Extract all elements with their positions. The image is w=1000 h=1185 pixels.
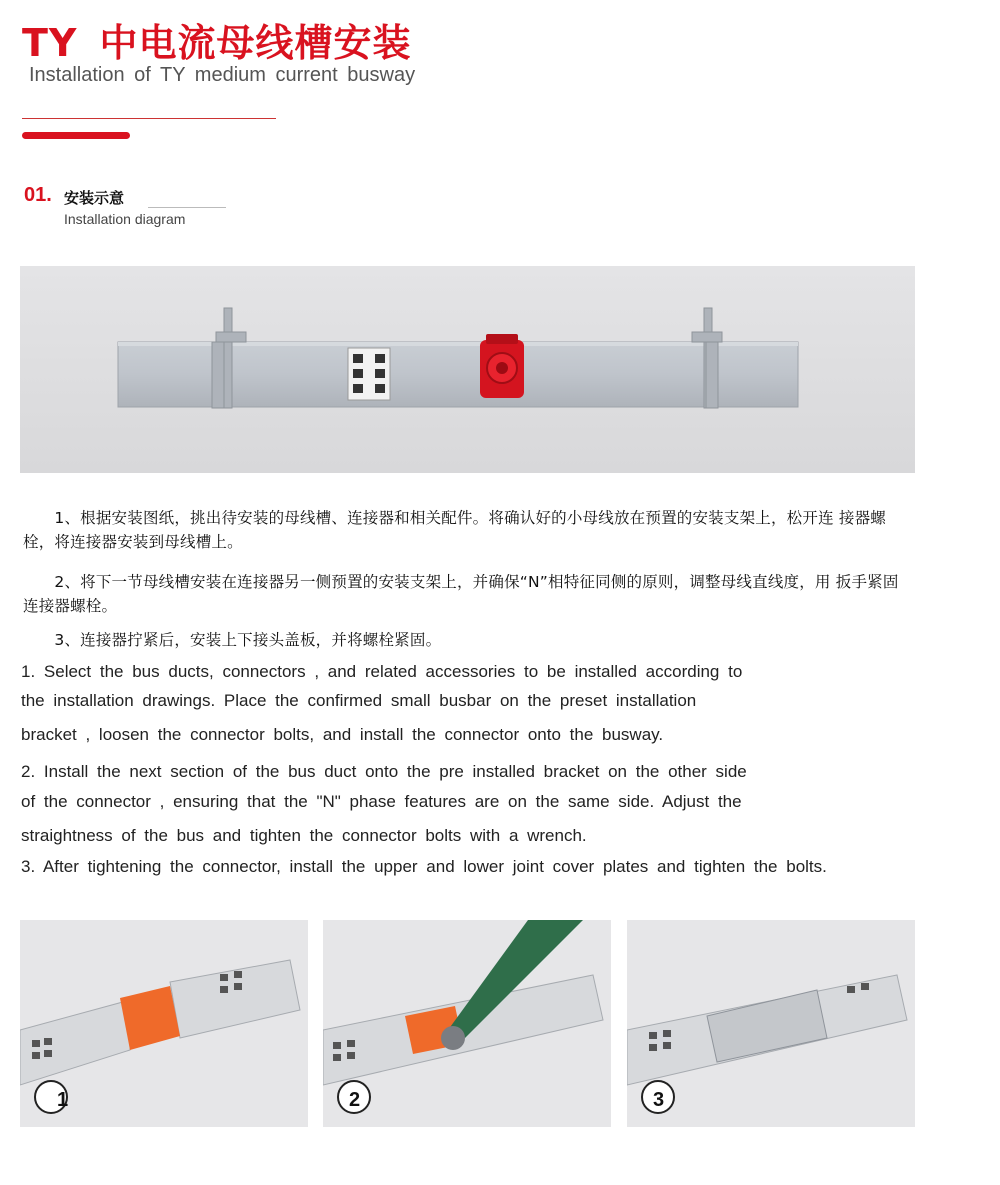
title-ty: TY — [22, 21, 78, 65]
step-3-badge: 3 — [653, 1089, 665, 1111]
socket-plate — [348, 348, 390, 400]
section-title-cn: 安装示意 — [64, 189, 125, 207]
step-3-photo — [627, 920, 915, 1127]
page-subtitle: Installation of TY medium current busway — [29, 64, 416, 86]
step-2-en-line-3: straightness of the bus and tighten the connector bolts with a wrench. — [21, 826, 587, 845]
step-2-en-line-2: of the connector , ensuring that the "N" phase features are on the same side. Adjust the — [21, 792, 742, 811]
step-1-en-line-3: bracket , loosen the connector bolts, and install the connector onto the busway. — [21, 725, 664, 744]
step-1-en-line-1: 1. Select the bus ducts, connectors , and related accessories to be installed according to — [21, 662, 743, 681]
step-2-photo — [323, 920, 611, 1127]
step-3-en-line-1: 3. After tightening the connector, install the upper and lower joint cover plates and tighten the bolts. — [21, 857, 827, 876]
section-title-en: Installation diagram — [64, 211, 186, 227]
step-1-cn: 1、根据安装图纸，挑出待安装的母线槽、连接器和相关配件。将确认好的小母线放在预置的安装支架上，松开连 接器螺栓，将连接器安装到母线槽上。 — [23, 509, 886, 551]
step-1-photo — [20, 920, 308, 1127]
step-2-en-line-1: 2. Install the next section of the bus duct onto the pre installed bracket on the other side — [21, 762, 747, 781]
step-2-badge: 2 — [349, 1089, 361, 1111]
title-cn: 中电流母线槽安装 — [99, 21, 412, 65]
step-2-cn: 2、将下一节母线槽安装在连接器另一侧预置的安装支架上，并确保“N”相特征同侧的原则，调整母线直线度，用 扳手紧固连接器螺栓。 — [23, 573, 899, 615]
section-underline — [148, 207, 226, 208]
red-plug-box — [480, 334, 524, 398]
step-1-en-line-2: the installation drawings. Place the confirmed small busbar on the preset installation — [21, 691, 697, 710]
busway-photo — [20, 266, 915, 473]
step-1-badge: 1 — [57, 1089, 69, 1111]
section-number: 01. — [24, 184, 52, 206]
title-accent-bar — [22, 132, 130, 139]
page-title — [22, 12, 411, 67]
title-divider — [22, 118, 276, 119]
step-3-cn: 3、连接器拧紧后，安装上下接头盖板，并将螺栓紧固。 — [23, 631, 442, 649]
